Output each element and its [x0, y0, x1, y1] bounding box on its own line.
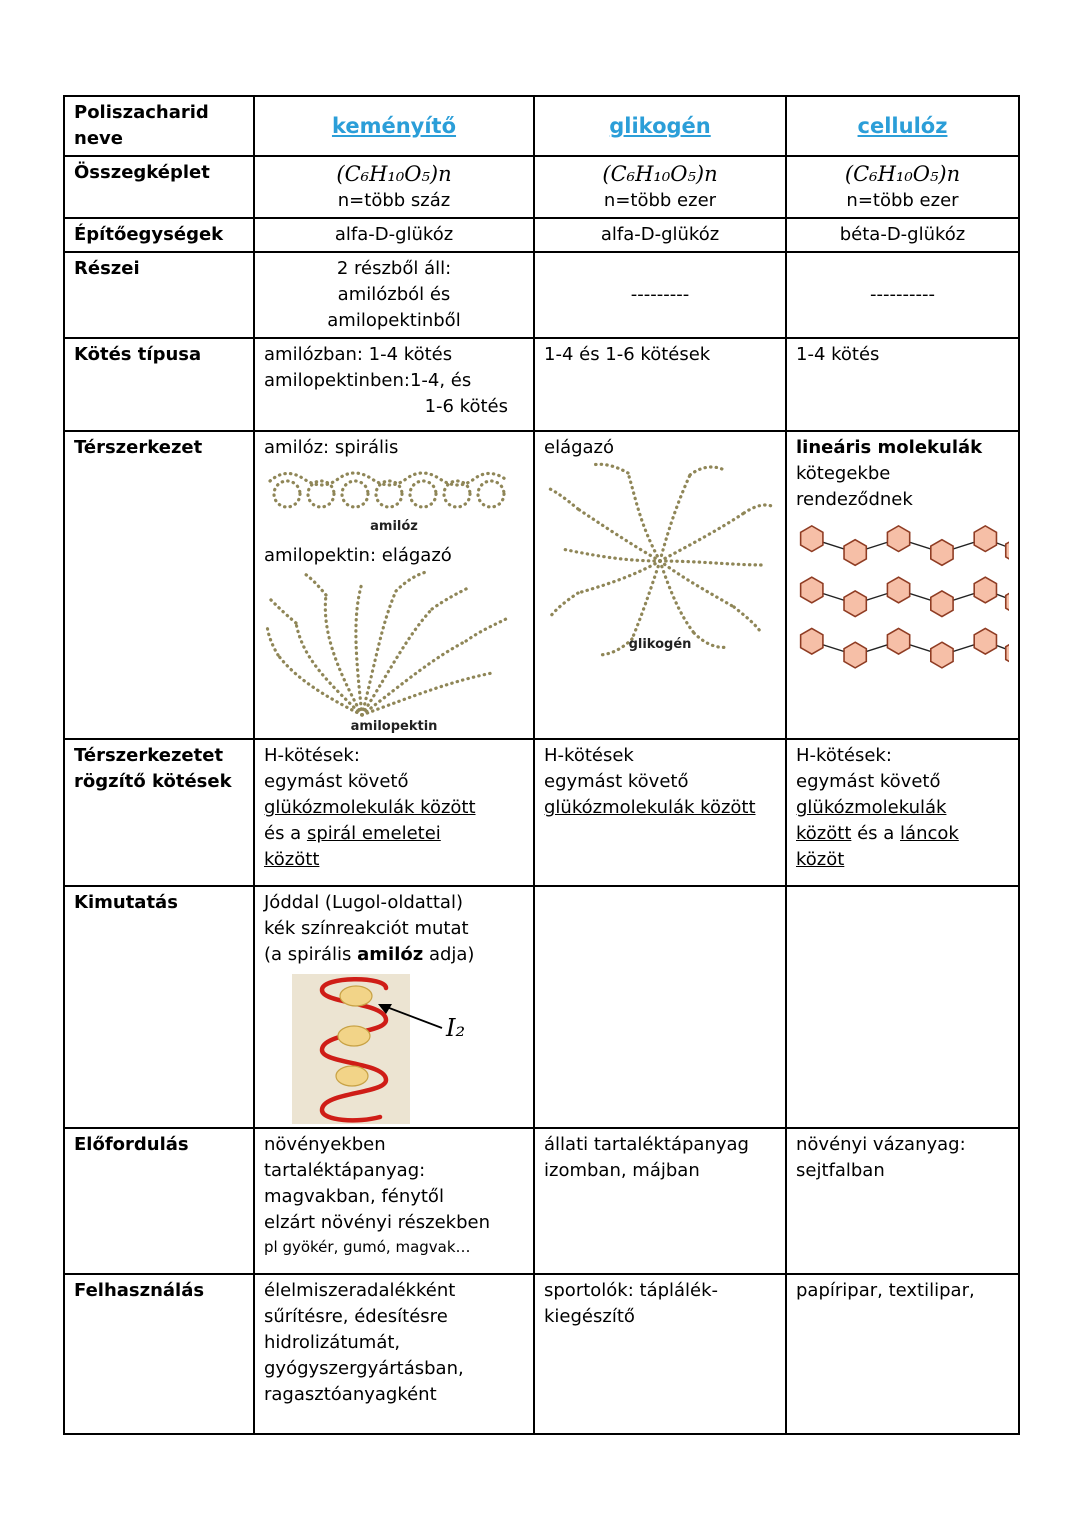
column-header-glycogen-label: glikogén	[609, 114, 711, 138]
usage-text: élelmiszeradalékként	[264, 1280, 456, 1301]
cell-structure-cellulose	[786, 431, 1019, 739]
row-parts	[64, 252, 1019, 338]
row-formula	[64, 156, 1019, 218]
row-label-text: Építőegységek	[74, 224, 224, 245]
cell-parts-glycogen	[534, 252, 786, 338]
cell-detection-cellulose	[786, 886, 1019, 1128]
detection-text: adja)	[423, 944, 475, 965]
occurrence-text: magvakban, fénytől	[264, 1186, 444, 1207]
column-header-starch-label: keményítő	[331, 114, 457, 138]
polysaccharide-comparison-table	[63, 95, 1020, 1435]
unit-text: béta-D-glükóz	[839, 224, 966, 245]
occurrence-text: sejtfalban	[796, 1160, 885, 1181]
cell-detection-starch	[254, 886, 534, 1128]
structure-text: kötegekbe	[796, 463, 891, 484]
structure-text-bold: lineáris molekulák	[796, 437, 983, 458]
structure-text: amilopektin: elágazó	[264, 545, 452, 566]
cell-structure-starch	[254, 431, 534, 739]
column-header-starch	[254, 96, 534, 156]
row-fixing-bonds	[64, 739, 1019, 886]
row-label-text: Kötés típusa	[74, 344, 202, 365]
cell-fixing-cellulose	[786, 739, 1019, 886]
row-detection	[64, 886, 1019, 1128]
fixing-text-underlined: láncok	[900, 823, 959, 844]
occurrence-text: növényi vázanyag:	[796, 1134, 966, 1155]
cell-usage-glycogen	[534, 1274, 786, 1434]
formula-note: n=több száz	[337, 190, 451, 211]
fixing-text: és a	[851, 823, 901, 844]
fixing-text: H-kötések:	[796, 745, 892, 766]
detection-text-mixed	[264, 942, 524, 968]
fixing-text-underlined: között	[796, 823, 852, 844]
parts-text: 2 részből áll:	[336, 258, 452, 279]
row-label-text: Összegképlet	[74, 162, 210, 183]
row-structure	[64, 431, 1019, 739]
fixing-text-mixed	[264, 821, 524, 847]
occurrence-text: állati tartaléktápanyag	[544, 1134, 749, 1155]
cell-units-starch	[254, 218, 534, 252]
corner-cell	[64, 96, 254, 156]
corner-line2: neve	[74, 128, 123, 149]
formula-note: n=több ezer	[603, 190, 717, 211]
fixing-text: egymást követő	[544, 771, 689, 792]
column-header-glycogen	[534, 96, 786, 156]
amylopectin-caption: amilopektin	[350, 719, 438, 734]
bond-text: amilózban: 1-4 kötés	[264, 344, 453, 365]
table-header-row	[64, 96, 1019, 156]
bond-text: amilopektinben:1-4, és	[264, 370, 472, 391]
parts-text: amilopektinből	[327, 310, 461, 331]
row-units	[64, 218, 1019, 252]
fixing-text: és a	[264, 823, 307, 844]
bond-text: 1-4 kötés	[796, 344, 880, 365]
usage-text: hidrolizátumát,	[264, 1332, 401, 1353]
cell-occurrence-starch	[254, 1128, 534, 1274]
usage-text: papíripar, textilipar,	[796, 1280, 975, 1301]
row-label-text: Részei	[74, 258, 140, 279]
cellulose-chains-illustration	[796, 517, 1009, 675]
formula-text: (C₆H₁₀O₅)n	[844, 162, 961, 186]
fixing-text: egymást követő	[264, 771, 409, 792]
column-header-cellulose-label: cellulóz	[857, 114, 948, 138]
row-label-bond-type	[64, 338, 254, 431]
dash-placeholder: ----------	[870, 284, 935, 305]
fixing-text-mixed	[796, 821, 1009, 847]
cell-parts-starch	[254, 252, 534, 338]
cell-bond-starch	[254, 338, 534, 431]
detection-text: (a spirális	[264, 944, 358, 965]
fixing-text-underlined: közöt	[796, 849, 845, 870]
cell-bond-glycogen	[534, 338, 786, 431]
fixing-text-underlined: spirál emeletei	[306, 823, 441, 844]
row-label-text: rögzítő kötések	[74, 771, 232, 792]
occurrence-text: izomban, májban	[544, 1160, 700, 1181]
usage-text: gyógyszergyártásban,	[264, 1358, 464, 1379]
cell-fixing-starch	[254, 739, 534, 886]
occurrence-text-small: pl gyökér, gumó, magvak…	[264, 1238, 471, 1256]
row-label-formula	[64, 156, 254, 218]
fixing-text-underlined: glükózmolekulák	[796, 797, 947, 818]
cell-bond-cellulose	[786, 338, 1019, 431]
structure-text: elágazó	[544, 437, 615, 458]
iodine-label: I₂	[446, 1014, 466, 1042]
glycogen-caption: glikogén	[628, 637, 692, 652]
structure-text: rendeződnek	[796, 489, 913, 510]
cell-units-glycogen	[534, 218, 786, 252]
fixing-text: egymást követő	[796, 771, 941, 792]
formula-text: (C₆H₁₀O₅)n	[602, 162, 718, 186]
detection-text-bold: amilóz	[357, 944, 424, 965]
detection-text: Jóddal (Lugol-oldattal)	[264, 892, 463, 913]
occurrence-text: elzárt növényi részekben	[264, 1212, 490, 1233]
cell-usage-cellulose	[786, 1274, 1019, 1434]
usage-text: kiegészítő	[544, 1306, 635, 1327]
usage-text: ragasztóanyagként	[264, 1384, 437, 1405]
cell-formula-glycogen	[534, 156, 786, 218]
amylose-spiral-illustration	[264, 461, 512, 519]
cell-fixing-glycogen	[534, 739, 786, 886]
cell-formula-starch	[254, 156, 534, 218]
cell-occurrence-glycogen	[534, 1128, 786, 1274]
fixing-text-underlined: glükózmolekulák között	[264, 797, 476, 818]
detection-text: kék színreakciót mutat	[264, 918, 469, 939]
formula-text: (C₆H₁₀O₅)n	[336, 162, 452, 186]
cell-parts-cellulose	[786, 252, 1019, 338]
row-label-text: Térszerkezetet	[74, 745, 224, 766]
occurrence-text: tartaléktápanyag:	[264, 1160, 426, 1181]
bond-text: 1-6 kötés	[424, 396, 508, 417]
cell-formula-cellulose	[786, 156, 1019, 218]
fixing-text-underlined: között	[264, 849, 320, 870]
row-usage	[64, 1274, 1019, 1434]
amylose-caption: amilóz	[370, 519, 418, 534]
row-label-structure	[64, 431, 254, 739]
row-label-units	[64, 218, 254, 252]
row-label-text: Felhasználás	[74, 1280, 205, 1301]
formula-note: n=több ezer	[846, 190, 959, 211]
row-label-detection	[64, 886, 254, 1128]
cell-structure-glycogen	[534, 431, 786, 739]
cell-detection-glycogen	[534, 886, 786, 1128]
row-label-parts	[64, 252, 254, 338]
row-label-text: Térszerkezet	[74, 437, 203, 458]
cell-usage-starch	[254, 1274, 534, 1434]
cell-units-cellulose	[786, 218, 1019, 252]
structure-text: amilóz: spirális	[264, 437, 399, 458]
usage-text: sűrítésre, édesítésre	[264, 1306, 448, 1327]
amylopectin-branched-illustration	[264, 569, 512, 719]
row-label-fixing-bonds	[64, 739, 254, 886]
row-label-text: Kimutatás	[74, 892, 178, 913]
cell-occurrence-cellulose	[786, 1128, 1019, 1274]
row-label-text: Előfordulás	[74, 1134, 189, 1155]
row-occurrence	[64, 1128, 1019, 1274]
usage-text: sportolók: táplálék-	[544, 1280, 719, 1301]
unit-text: alfa-D-glükóz	[334, 224, 454, 245]
row-label-occurrence	[64, 1128, 254, 1274]
row-label-usage	[64, 1274, 254, 1434]
occurrence-text: növényekben	[264, 1134, 386, 1155]
bond-text: 1-4 és 1-6 kötések	[544, 344, 711, 365]
fixing-text: H-kötések:	[264, 745, 360, 766]
corner-line1: Poliszacharid	[74, 102, 209, 123]
column-header-cellulose	[786, 96, 1019, 156]
fixing-text: H-kötések	[544, 745, 634, 766]
dash-placeholder: ---------	[630, 284, 690, 305]
row-bond-type	[64, 338, 1019, 431]
unit-text: alfa-D-glükóz	[600, 224, 720, 245]
parts-text: amilózból és	[337, 284, 451, 305]
iodine-starch-reaction-illustration	[292, 974, 502, 1124]
fixing-text-underlined: glükózmolekulák között	[544, 797, 756, 818]
